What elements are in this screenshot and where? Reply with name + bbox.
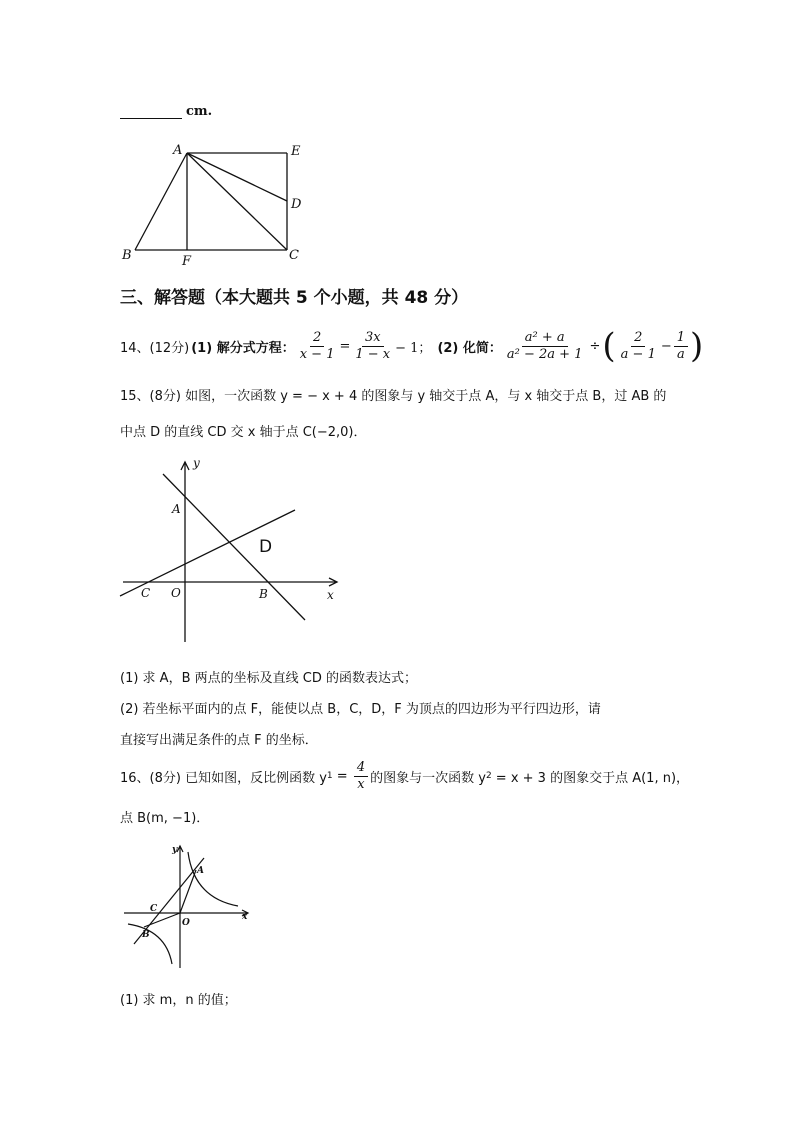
q15-line-2: 中点 D 的直线 CD 交 x 轴于点 C(−2,0)． [120,425,367,440]
q16-eq: = [332,768,352,784]
q16-line-2: 点 B(m, −1)． [120,811,210,826]
label-x-axis: x [242,912,248,922]
q14-number: 14、(12分) [120,340,190,356]
label-A: A [172,502,181,516]
seg-OB [144,913,180,927]
q15-sub-2a: (2) 若坐标平面内的点 F，能使以点 B，C，D，F 为顶点的四边形为平行四边形，请 [120,702,601,717]
label-F: F [182,254,192,269]
question-16-line-1 [120,756,689,796]
label-B: B [142,930,150,940]
right-paren: ) [690,326,704,366]
figure-3-graph [120,840,260,970]
q16-sub-1: (1) 求 m，n 的值； [120,993,237,1008]
label-C: C [141,586,151,600]
q14-part2-label: (2) 化简： [437,340,502,356]
answer-blank-line [120,104,182,119]
seg-OA [180,870,196,913]
hyperbola-branch-1 [188,852,238,906]
question-14: 14、(12分) (1) 解分式方程： $\frac{2}{x - 1}$ = $\frac{3x}{1 - x}$ − 1； (2) 化简： $\frac{\text{a² + a}}{\text{a² − 2a + 1}}$ ÷ ( $\frac{2}{a - 1}$ − $\frac{1}{a}$ ) [120,326,704,366]
seg-AD [187,153,287,201]
q16-post: = x + 3 的图象交于点 A(1, n)， [491,770,690,786]
label-O: O [171,586,181,600]
label-D: D [259,537,273,557]
q14-frac-5: $\frac{1}{a}$ [674,330,688,363]
label-C: C [289,248,299,263]
seg-AC [187,153,287,250]
q14-eq-tail: − 1； [395,340,432,356]
section-heading: 三、解答题（本大题共 5 个小题，共 48 分） [120,288,469,308]
label-B: B [259,587,268,601]
q15-sub-1: (1) 求 A，B 两点的坐标及直线 CD 的函数表达式； [120,671,417,686]
label-A: A [173,143,183,158]
left-paren: ( [602,326,616,366]
label-B: B [122,248,132,263]
label-A: A [197,866,204,876]
q16-sub-2: 2 [485,771,492,781]
q16-sub-1: 1 [326,771,333,781]
label-y-axis: y [172,845,178,855]
q15-sub-2b: 直接写出满足条件的点 F 的坐标． [120,733,318,748]
label-D: D [291,197,302,212]
label-C: C [150,904,158,914]
q15-line-1: 15、(8分) 如图，一次函数 y = − x + 4 的图象与 y 轴交于点 A，与 x 轴交于点 B，过 AB 的 [120,389,667,404]
label-O: O [182,918,190,928]
figure-1-geometry [110,138,320,270]
label-y-axis: y [193,456,200,470]
label-x-axis: x [327,588,334,602]
q14-div: ÷ [589,338,601,354]
q16-frac: $\frac{4}{x}$ [354,760,368,793]
answer-unit: cm. [186,104,213,119]
q14-part1-label: (1) 解分式方程： [191,340,295,356]
q16-mid: 的图象与一次函数 y [370,770,486,786]
q14-frac-4: $\frac{2}{a - 1}$ [620,329,656,362]
line-AB [163,474,305,620]
seg-AB [135,153,187,250]
q14-frac-2: $\frac{3x}{1 - x}$ [355,329,391,362]
q14-frac-1: $\frac{2}{x - 1}$ [299,329,335,362]
figure-2-graph [115,452,360,647]
q16-pre: 16、(8分) 已知如图，反比例函数 y [120,770,327,786]
q14-frac-3: $\frac{\text{a² + a}}{\text{a² − 2a + 1}}$ [506,329,583,362]
label-E: E [291,144,301,159]
